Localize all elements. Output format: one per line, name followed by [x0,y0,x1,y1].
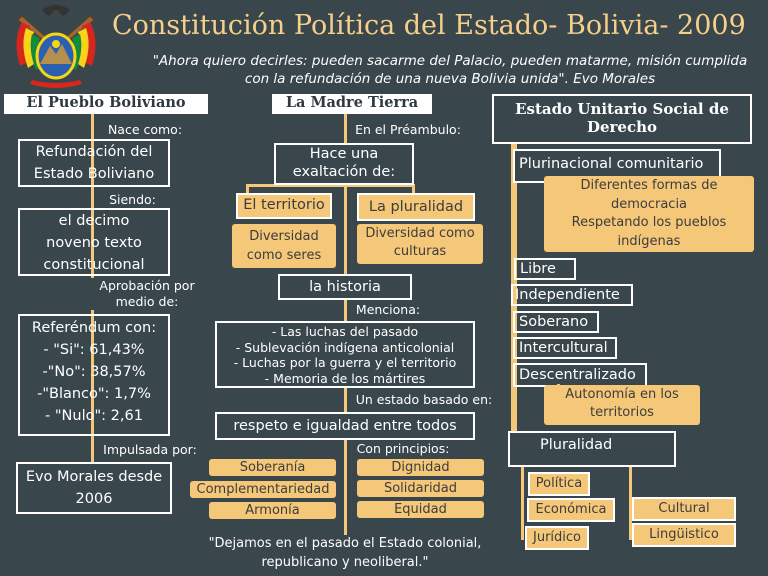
decimo-noveno-box: el decimo noveno texto constitucional [18,208,170,276]
referendum-line: -"Blanco": 1,7% [37,386,151,402]
col2-heading: La Madre Tierra [272,94,432,114]
header-quote: "Ahora quiero decirles: pueden sacarme del Palacio, pueden matarme, misión cumplida con la refundación de una nueva Bolivia unida". Evo Morales [152,53,748,87]
referendum-box [18,314,170,436]
menciona-item: - Luchas por la guerra y el territorio [233,355,457,370]
menciona-item: - Sublevación indígena anticolonial [235,339,455,355]
col1-heading: El Pueblo Boliviano [4,94,208,114]
menciona-item: - Memoria de los mártires [264,370,426,386]
referendum-line: Referéndum con: [31,320,157,336]
diversidad-culturas-box: Diversidad como culturas [357,224,483,264]
principle-right: Solidaridad [357,480,484,497]
soberano-box: Soberano [513,311,599,333]
plurinacional-sub-item: Diferentes formas de democracia [580,178,718,212]
plural-linguistico-box: Lingüistico [632,523,736,547]
bottom-quote: "Dejamos en el pasado el Estado colonial, republicano y neoliberal." [208,536,482,570]
respeto-box: respeto e igualdad entre todos [215,412,475,440]
bolivia-coat-of-arms-icon [10,0,102,92]
descentralizado-box: Descentralizado [513,363,647,387]
referendum-line: - "Nulo": 2,61 [45,408,143,424]
label-impulsada: Impulsada por: [96,442,204,458]
label-nace-como: Nace como: [100,122,190,138]
historia-box: la historia [278,274,412,300]
plural-cultural-box: Cultural [632,497,736,521]
referendum-line: - "Si": 61,43% [43,342,145,358]
label-aprobacion: Aprobación por medio de: [90,278,204,310]
principle-left: Soberanía [209,459,336,476]
menciona-item: - Las luchas del pasado [271,324,419,339]
pluralidad-box: La pluralidad [357,193,475,221]
plural-juridico-box: Jurídico [525,526,589,550]
plurinacional-sub-item: Respetando los pueblos indígenas [571,215,727,249]
label-siendo: Siendo: [100,192,165,208]
label-preambulo: En el Préambulo: [347,122,469,138]
principle-left: Complementariedad [190,481,336,498]
principle-right: Equidad [357,501,484,518]
referendum-line: -"No": 38,57% [42,364,146,380]
independiente-box: Independiente [511,284,633,306]
intercultural-box: Intercultural [513,337,617,359]
plural-economica-box: Económica [527,498,615,522]
plural-politica-box: Política [528,472,590,496]
diversidad-seres-box: Diversidad como seres [232,224,336,268]
page-title: Constitución Política del Estado- Bolivia- 2009 [112,10,746,41]
label-principios: Con principios: [350,441,456,457]
label-menciona: Menciona: [350,302,426,318]
libre-box: Libre [514,258,576,280]
plurinacional-box: Plurinacional comunitario [513,149,721,183]
pluralidad-state-box: Pluralidad [508,431,676,467]
autonomia-box: Autonomía en los territorios [544,385,700,425]
principle-left: Armonía [209,502,336,519]
label-estado-basado: Un estado basado en: [347,392,501,408]
menciona-box [215,321,475,388]
territorio-box: El territorio [236,193,332,219]
plurinacional-sub-box [544,176,754,252]
evo-morales-box: Evo Morales desde 2006 [16,462,172,514]
principle-right: Dignidad [357,459,484,476]
col3-heading: Estado Unitario Social de Derecho [492,94,752,144]
refundacion-box: Refundación del Estado Boliviano [18,139,170,187]
exaltacion-box: Hace una exaltación de: [274,143,414,185]
